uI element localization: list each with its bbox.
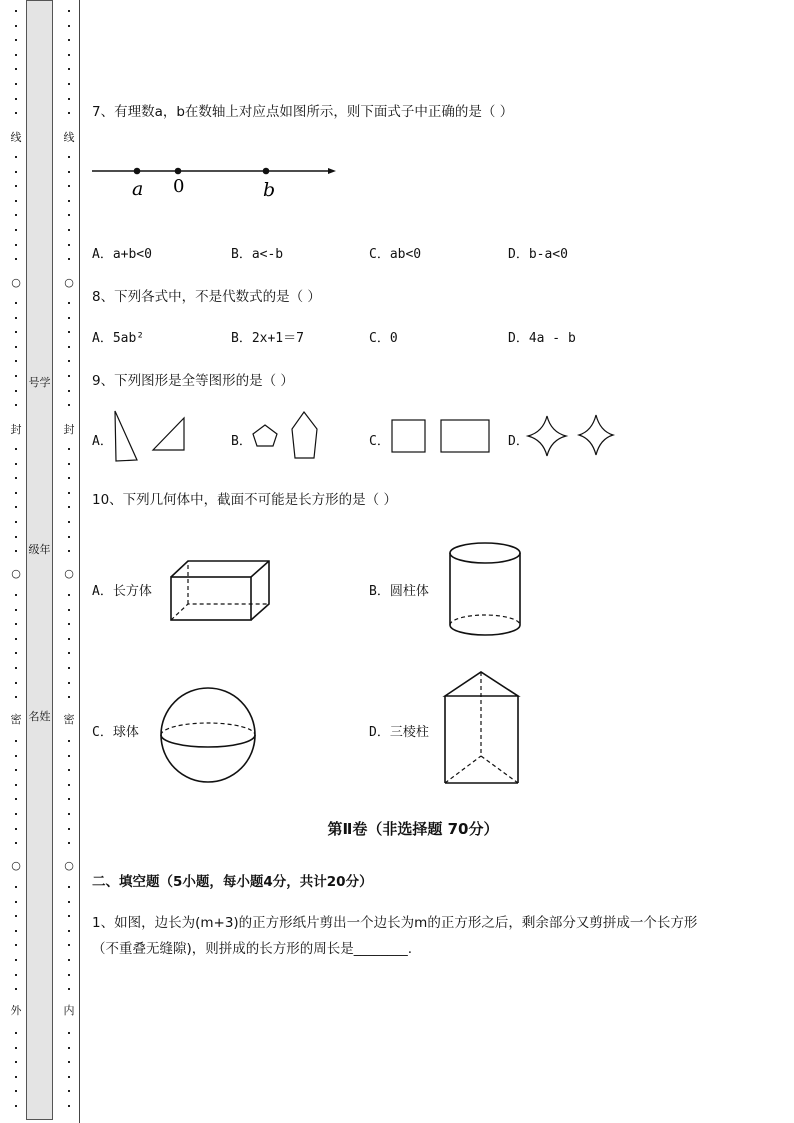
q9-option-d: D． [508,434,529,449]
binding-dot [68,68,70,70]
binding-dot [68,506,70,508]
q8-option-a: A．5ab² [92,331,145,346]
binding-dot [68,901,70,903]
binding-dot [15,1076,17,1078]
binding-dot [15,25,17,27]
binding-dot [15,798,17,800]
outer-binding-mark: 封 [10,423,22,436]
binding-dot [15,302,17,304]
binding-dot [15,521,17,523]
binding-dot [68,54,70,56]
binding-dot [15,404,17,406]
binding-dot [15,156,17,158]
binding-dot [15,98,17,100]
binding-dot [15,492,17,494]
inner-binding-mark: ○ [62,568,76,580]
q10-option-a: A．长方体 [92,584,152,599]
binding-dot [68,112,70,114]
binding-dot [15,506,17,508]
q7-option-b: B．a<-b [231,247,284,262]
binding-dot [15,550,17,552]
binding-dot [68,930,70,932]
number-line-figure [92,160,342,205]
binding-dot [15,1047,17,1049]
inner-dotted-line [62,0,76,1123]
binding-dot [68,740,70,742]
binding-dot [15,988,17,990]
binding-dot [15,652,17,654]
q7-option-c: C．ab<0 [369,247,422,262]
question-8-text: 8、下列各式中，不是代数式的是（ ） [92,289,321,305]
axis-label-zero: 0 [173,176,185,197]
binding-dot [68,638,70,640]
outer-binding-mark: ○ [9,568,23,580]
binding-dot [68,346,70,348]
binding-dot [15,390,17,392]
binding-dot [15,346,17,348]
binding-dot [68,886,70,888]
binding-dot [15,229,17,231]
q9-triangles-figure [110,408,190,468]
outer-binding-mark: 外 [10,1004,22,1017]
binding-dot [15,375,17,377]
binding-dot [15,477,17,479]
binding-dot [68,244,70,246]
strip-label-grade: 级年 [28,543,51,556]
axis-label-b: b [263,179,276,201]
q8-option-b: B．2x+1＝7 [231,331,304,346]
outer-binding-mark: 线 [10,131,22,144]
binding-dot [68,682,70,684]
inner-binding-mark: 线 [63,131,75,144]
binding-dot [15,214,17,216]
binding-dot [68,39,70,41]
binding-dot [68,98,70,100]
q9-option-c: C． [369,434,390,449]
inner-binding-mark: 密 [63,713,75,726]
binding-dot [68,769,70,771]
binding-dot [15,667,17,669]
binding-dot [68,83,70,85]
fill-in-section-heading: 二、填空题（5小题，每小题4分，共计20分） [92,874,373,890]
binding-dot [68,974,70,976]
binding-dot [15,594,17,596]
q9-pentagons-figure [250,410,330,465]
binding-dot [15,813,17,815]
binding-dot [15,317,17,319]
strip-label-name: 名姓 [28,710,51,723]
binding-dot [68,492,70,494]
fill-question-1-line-2: （不重叠无缝隙)，则拼成的长方形的周长是________. [92,941,413,957]
point-a [134,168,141,175]
inner-binding-mark: ○ [62,860,76,872]
binding-dot [68,317,70,319]
outer-binding-mark: 密 [10,713,22,726]
q10-option-c: C．球体 [92,725,139,740]
binding-dot [15,331,17,333]
binding-dot [15,185,17,187]
question-9-text: 9、下列图形是全等图形的是（ ） [92,373,294,389]
question-10-text: 10、下列几何体中，截面不可能是长方形的是（ ） [92,492,397,508]
binding-dot [15,842,17,844]
binding-dot [68,25,70,27]
binding-dot [15,112,17,114]
binding-dot [15,915,17,917]
binding-dot [15,1032,17,1034]
binding-dot [15,974,17,976]
q10-option-d: D．三棱柱 [369,725,429,740]
binding-dot [15,638,17,640]
binding-dot [15,448,17,450]
binding-dot [68,988,70,990]
binding-dot [68,360,70,362]
binding-dot [68,755,70,757]
inner-binding-mark: 封 [63,423,75,436]
binding-dot [68,463,70,465]
binding-dot [15,258,17,260]
outer-binding-mark: ○ [9,277,23,289]
binding-dot [68,813,70,815]
binding-dot [68,944,70,946]
binding-dot [68,536,70,538]
binding-dot [15,10,17,12]
binding-dot [68,1032,70,1034]
binding-dot [15,1090,17,1092]
q9-option-a: A． [92,434,113,449]
binding-dot [68,171,70,173]
binding-dot [68,623,70,625]
q9-stars-figure [528,415,618,459]
cylinder-figure [446,541,526,639]
binding-dot [15,200,17,202]
triangular-prism-figure [440,669,524,789]
binding-dot [15,623,17,625]
binding-dot [68,302,70,304]
binding-dot [68,550,70,552]
binding-dot [68,594,70,596]
binding-dot [15,886,17,888]
q7-option-d: D．b-a<0 [508,247,568,262]
binding-dot [68,915,70,917]
binding-dot [68,667,70,669]
point-b [263,168,270,175]
binding-dot [15,682,17,684]
part-2-title: 第Ⅱ卷（非选择题 70分） [327,820,499,838]
binding-dot [15,536,17,538]
strip-label-student-number: 号学 [28,376,51,389]
inner-binding-mark: ○ [62,277,76,289]
binding-dot [15,696,17,698]
binding-dot [15,784,17,786]
binding-dot [15,244,17,246]
binding-dot [68,1076,70,1078]
binding-dot [68,1061,70,1063]
binding-dot [15,360,17,362]
binding-dot [68,696,70,698]
q9-option-b: B． [231,434,252,449]
outer-dotted-line [9,0,23,1123]
q8-option-d: D．4a - b [508,331,576,346]
binding-dot [68,229,70,231]
binding-dot [15,959,17,961]
inner-binding-mark: 内 [63,1004,75,1017]
question-7-text: 7、有理数a，b在数轴上对应点如图所示，则下面式子中正确的是（ ） [92,104,514,120]
binding-dot [68,1105,70,1107]
binding-dot [15,463,17,465]
sphere-figure [158,686,260,786]
binding-dot [68,375,70,377]
binding-dot [68,959,70,961]
binding-dot [68,404,70,406]
binding-dot [68,477,70,479]
binding-dot [68,609,70,611]
binding-strip [26,0,53,1120]
q10-option-b: B．圆柱体 [369,584,429,599]
binding-dot [68,200,70,202]
binding-dot [15,755,17,757]
binding-dot [15,901,17,903]
outer-binding-mark: ○ [9,860,23,872]
binding-dot [68,448,70,450]
binding-dot [68,185,70,187]
binding-line [79,0,80,1123]
q8-option-c: C．0 [369,331,398,346]
binding-dot [68,331,70,333]
binding-dot [15,944,17,946]
axis-label-a: a [132,178,144,200]
binding-dot [68,10,70,12]
binding-dot [15,83,17,85]
binding-dot [15,68,17,70]
binding-dot [15,930,17,932]
binding-dot [68,214,70,216]
q9-rectangles-figure [390,418,495,458]
point-zero [175,168,182,175]
binding-dot [68,1090,70,1092]
binding-dot [68,784,70,786]
binding-dot [68,521,70,523]
binding-dot [15,740,17,742]
fill-question-1-line-1: 1、如图，边长为(m+3)的正方形纸片剪出一个边长为m的正方形之后，剩余部分又剪拼成一个长方形 [92,915,698,931]
binding-dot [68,258,70,260]
binding-dot [68,1047,70,1049]
binding-dot [68,798,70,800]
binding-dot [15,1105,17,1107]
binding-dot [15,39,17,41]
binding-dot [68,652,70,654]
q7-option-a: A．a+b<0 [92,247,152,262]
binding-dot [68,156,70,158]
binding-dot [15,1061,17,1063]
binding-dot [15,769,17,771]
cuboid-figure [168,557,278,625]
binding-dot [68,842,70,844]
binding-dot [68,390,70,392]
binding-dot [15,54,17,56]
binding-dot [15,171,17,173]
binding-dot [15,609,17,611]
